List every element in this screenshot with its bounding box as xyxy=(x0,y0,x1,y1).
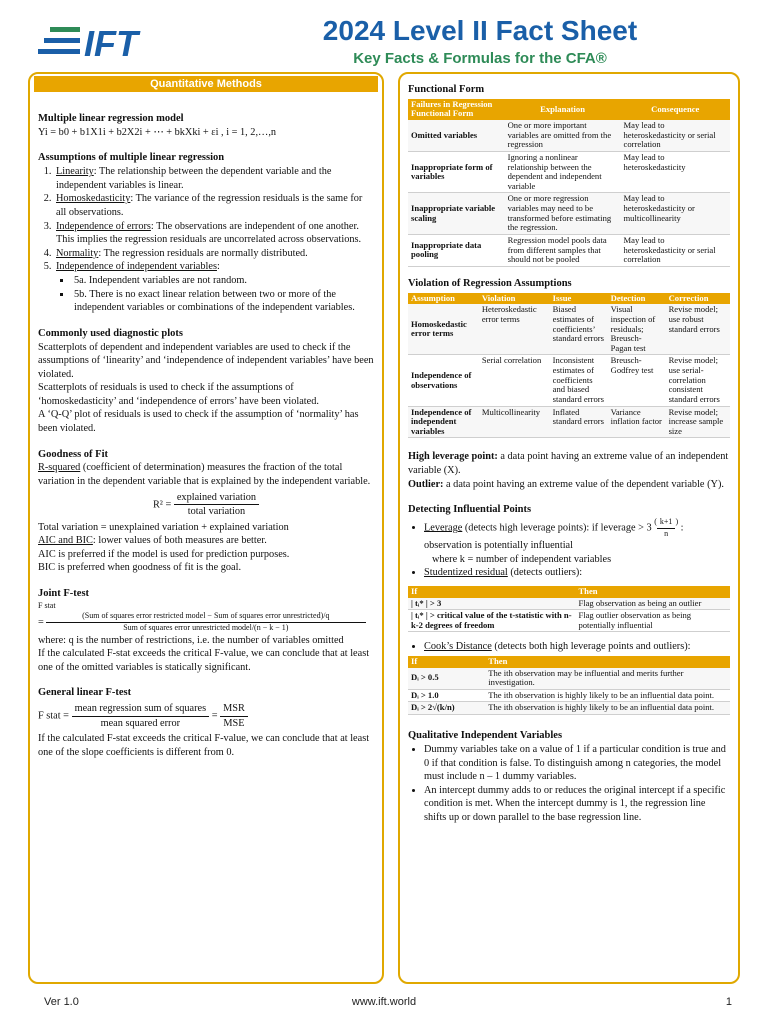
page-header xyxy=(0,0,768,70)
studentized-table xyxy=(408,586,730,633)
joint-f-conclusion: If the calculated F-stat exceeds the critical F-value, we can conclude that at least one of the omitted variables is statically significant. xyxy=(38,648,370,673)
list-item: 5. Independence of independent variables: ▪ 5a. Independent variables are not random. ▪ 5b. There is no exact linear relation between two or more of the independent variables or combinations of the independent variables. xyxy=(54,260,374,314)
list-item: • Leverage (detects high leverage points): if leverage > 3 ( k+1 ) n : observation is potentially influential where k = number of independent variables xyxy=(424,517,730,566)
qualitative-heading: Qualitative Independent Variables xyxy=(408,730,563,742)
influential-heading: Detecting Influential Points xyxy=(408,504,532,516)
cooks-distance-table xyxy=(408,656,730,715)
table-header: Violation xyxy=(479,293,550,305)
general-f-formula: F stat = $\frac{\text{mean regression sum of squares}}{\text{mean squared error}}$ = $\frac{\text{MSR}}{\text{MSE}}$ xyxy=(38,702,374,730)
rsquared-formula: R² = $\frac{\text{explained variation}}{\text{total variation}}$ xyxy=(38,491,374,519)
version-label: Ver 1.0 xyxy=(44,996,79,1008)
table-header: If xyxy=(408,586,575,598)
qualitative-list xyxy=(424,743,730,824)
table-row: Independence of observations Serial correlation Inconsistent estimates of coefficients and biased standard errors Breusch-Godfrey test Revise model; use serial-correlation consistent standard errors xyxy=(408,355,730,406)
violation-heading: Violation of Regression Assumptions xyxy=(408,277,572,289)
list-item: • Dummy variables take on a value of 1 if a particular condition is true and 0 if that condition is false. To distinguish among n categories, the model must include n – 1 dummy variables. xyxy=(424,743,730,784)
assumptions-heading: Assumptions of multiple linear regression xyxy=(38,152,225,164)
gof-line: AIC is preferred if the model is used for prediction purposes. xyxy=(38,548,290,560)
table-header: Failures in Regression Functional Form xyxy=(408,99,505,120)
table-header: Detection xyxy=(608,293,666,305)
cook-list xyxy=(424,640,730,654)
page-footer xyxy=(0,996,768,1018)
assumptions-list xyxy=(54,165,374,314)
gof-line: BIC is preferred when goodness of fit is the goal. xyxy=(38,562,242,574)
table-row: Dᵢ > 2√(k/n) The ith observation is highly likely to be an influential data point. xyxy=(408,702,730,715)
ift-logo xyxy=(36,20,176,64)
plots-paragraph: Scatterplots of residuals is used to check if the assumptions of ‘homoskedasticity’ and ‘independence of errors’ have been violated. xyxy=(38,382,319,407)
list-item: • Studentized residual (detects outliers): xyxy=(424,566,730,580)
table-row: Inappropriate form of variables Ignoring a nonlinear relationship between the dependent and independent variable May lead to heteroskedasticity xyxy=(408,151,730,193)
list-item: • An intercept dummy adds to or reduces the original intercept if a specific condition is met. When the intercept dummy is 1, the regression line shifts up or down parallel to the base regression line. xyxy=(424,784,730,825)
list-item: 4. Normality: The regression residuals are normally distributed. xyxy=(54,247,374,261)
table-header: Then xyxy=(575,586,730,598)
table-header: If xyxy=(408,656,485,668)
joint-f-label: F stat xyxy=(38,600,56,610)
list-item: 2. Homoskedasticity: The variance of the regression residuals is the same for all observations. xyxy=(54,192,374,219)
gof-line: AIC and BIC: lower values of both measures are better. xyxy=(38,535,267,547)
svg-text:IFT: IFT xyxy=(84,23,138,64)
table-row: Inappropriate variable scaling One or more regression variables may need to be transformed before estimating the regression. May lead to heteroskedasticity or multicollinearity xyxy=(408,193,730,235)
table-header: Then xyxy=(485,656,730,668)
table-row: Independence of independent variables Multicollinearity Inflated standard errors Variance inflation factor Revise model; increase sample size xyxy=(408,406,730,438)
table-row: Dᵢ > 0.5 The ith observation may be influential and merits further investigation. xyxy=(408,668,730,690)
table-row: Homoskedastic error terms Heteroskedastic error terms Biased estimates of coefficients’ standard errors Visual inspection of residuals; Breusch-Pagan test Revise model; use robust standard errors xyxy=(408,304,730,355)
table-row: | tᵢ* | > critical value of the t-statistic with n-k-2 degrees of freedom Flag outlier observation as being potentially influential xyxy=(408,610,730,632)
table-row: Dᵢ > 1.0 The ith observation is highly likely to be an influential data point. xyxy=(408,689,730,702)
regression-panel xyxy=(398,72,740,984)
functional-form-table xyxy=(408,99,730,267)
joint-f-formula: = (Sum of squares error restricted model − Sum of squares error unrestricted)/q Sum of squares error unrestricted model/(n − k − 1) xyxy=(38,611,374,633)
list-item: 3. Independence of errors: The observations are independent of one another. This implies the regression residuals are uncorrelated across observations. xyxy=(54,220,374,247)
violation-table xyxy=(408,293,730,439)
table-header: Issue xyxy=(550,293,608,305)
table-row: | tᵢ* | > 3 Flag observation as being an outlier xyxy=(408,598,730,610)
table-row: Omitted variables One or more important variables are omitted from the regression May lead to heteroskedasticity or serial correlation xyxy=(408,120,730,151)
page-title: 2024 Level II Fact Sheet xyxy=(322,15,638,46)
gof-heading: Goodness of Fit xyxy=(38,448,109,460)
plots-paragraph: Scatterplots of dependent and independent variables are used to check if the assumptions of ‘linearity’ and ‘independence of independent variables’ have been violated. xyxy=(38,341,374,380)
quant-methods-panel xyxy=(28,72,384,984)
mlr-heading: Multiple linear regression model xyxy=(38,113,184,124)
influential-list xyxy=(424,517,730,580)
general-f-conclusion: If the calculated F-stat exceeds the critical F-value, we can conclude that at least one of the slope coefficients is different from 0. xyxy=(38,733,370,758)
plots-paragraph: A ‘Q-Q’ plot of residuals is used to check if the assumption of ‘normality’ has been violated. xyxy=(38,409,359,434)
table-header: Assumption xyxy=(408,293,479,305)
list-item: • Cook’s Distance (detects both high leverage points and outliers): xyxy=(424,640,730,654)
functional-form-heading: Functional Form xyxy=(408,84,485,95)
rsquared-definition: R-squared (coefficient of determination) measures the fraction of the total variation in the dependent variable that is explained by the independent variable. xyxy=(38,462,371,487)
table-header: Consequence xyxy=(621,99,731,120)
outlier-definition: Outlier: a data point having an extreme value of the dependent variable (Y). xyxy=(408,478,724,490)
table-row: Inappropriate data pooling Regression model pools data from different samples that should not be pooled May lead to heteroskedasticity or serial correlation xyxy=(408,234,730,266)
joint-f-heading: Joint F-test xyxy=(38,588,90,600)
page-subtitle: Key Facts & Formulas for the CFA® xyxy=(353,50,607,67)
gof-line: Total variation = unexplained variation + explained variation xyxy=(38,521,289,533)
general-f-heading: General linear F-test xyxy=(38,687,132,699)
plots-heading: Commonly used diagnostic plots xyxy=(38,327,183,339)
table-header: Correction xyxy=(666,293,730,305)
table-header: Explanation xyxy=(505,99,621,120)
list-item: ▪ 5a. Independent variables are not random. xyxy=(72,274,374,288)
mlr-equation: Yi = b0 + b1X1i + b2X2i + ⋯ + bkXki + εi , i = 1, 2,…,n xyxy=(38,126,277,138)
list-item: ▪ 5b. There is no exact linear relation between two or more of the independent variables or combinations of the independent variables. xyxy=(72,288,374,315)
list-item: 1. Linearity: The relationship between the dependent variable and the independent variables is linear. xyxy=(54,165,374,192)
high-leverage-definition: High leverage point: a data point having an extreme value of an independent variable (X). xyxy=(408,451,729,477)
section-band: Quantitative Methods xyxy=(34,76,378,92)
joint-f-where: where: q is the number of restrictions, i.e. the number of variables omitted xyxy=(38,634,344,646)
page-number: 1 xyxy=(725,996,732,1008)
website-link[interactable]: www.ift.world xyxy=(351,996,417,1008)
